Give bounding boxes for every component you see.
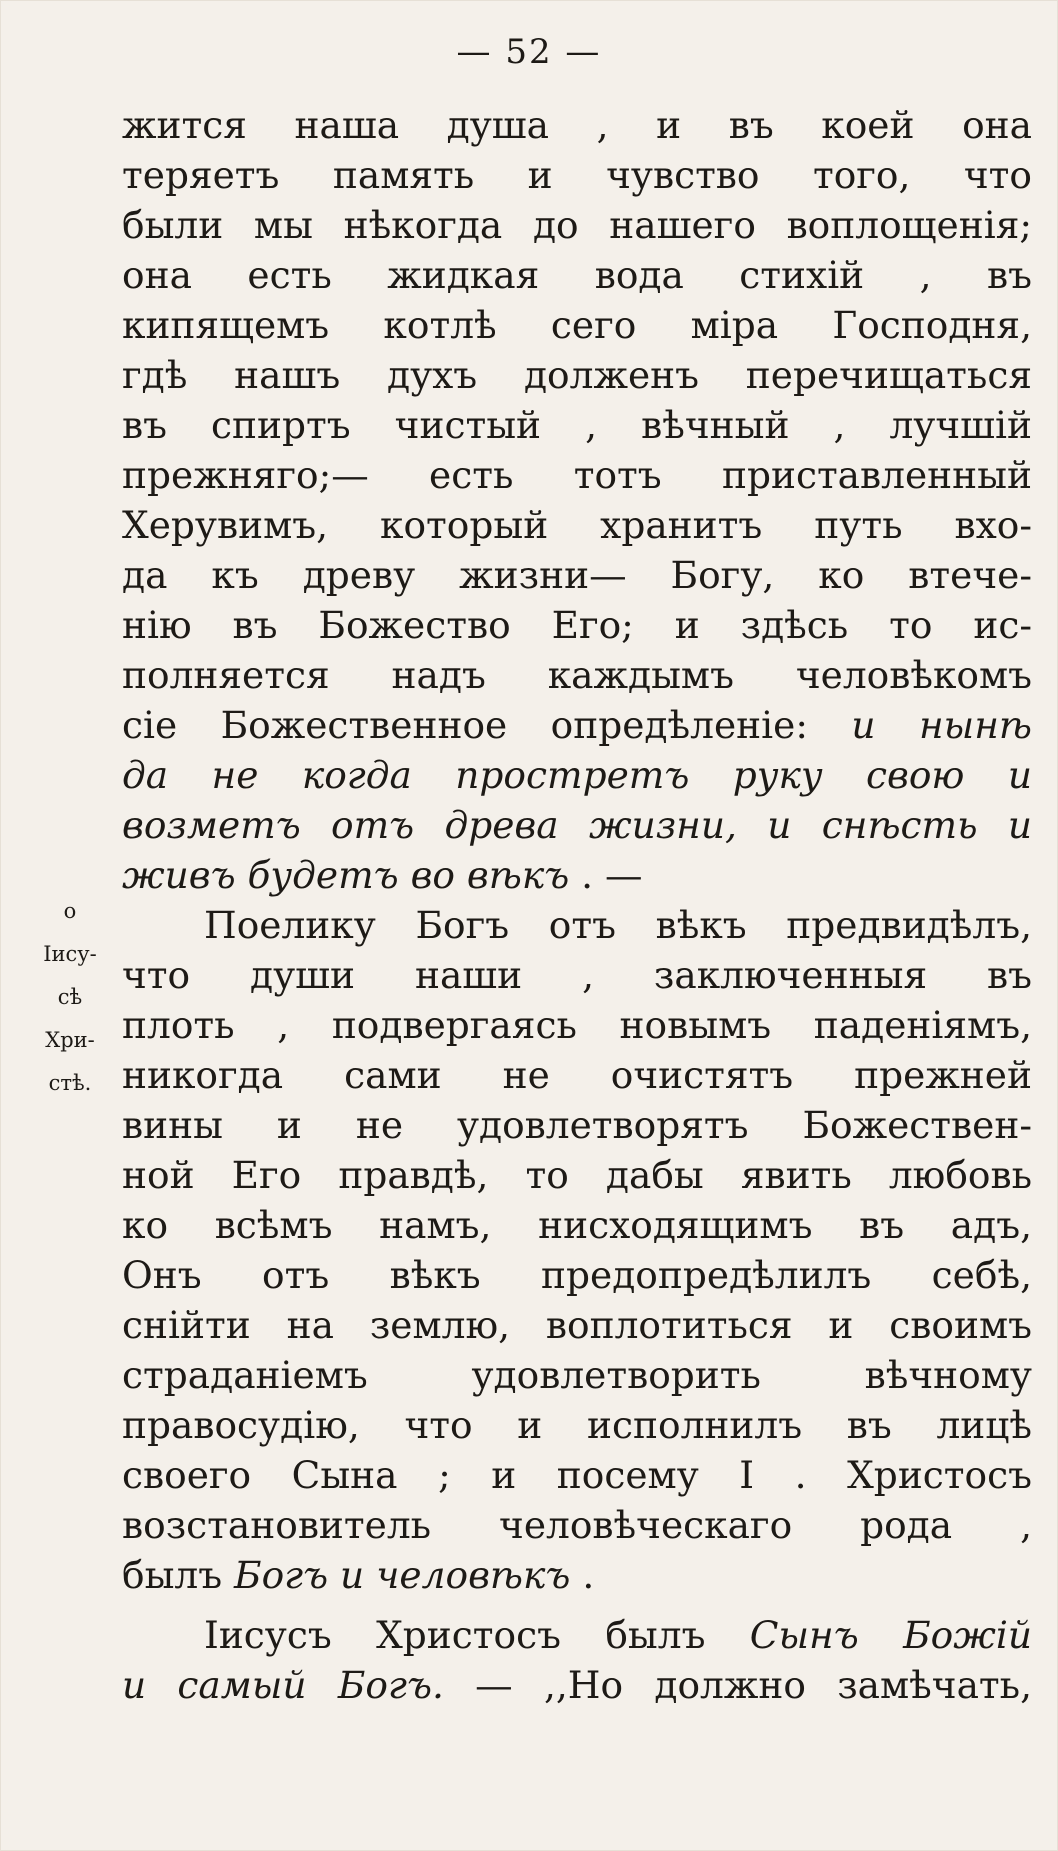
text-line: плоть , подвергаясь новымъ паденіямъ, xyxy=(122,1003,1032,1047)
text-segment: Іисусъ Христосъ былъ xyxy=(204,1613,706,1657)
body-text xyxy=(122,100,1032,1710)
text-line: возстановитель человѣческаго рода , xyxy=(122,1503,1032,1547)
text-line: прежняго;— есть тотъ приставленный xyxy=(122,453,1032,497)
text-line: нію въ Божество Его; и здѣсь то ис- xyxy=(122,603,1032,647)
text-line: снійти на землю, воплотиться и своимъ xyxy=(122,1303,1032,1347)
text-line: полняется надъ каждымъ человѣкомъ xyxy=(122,653,1032,697)
text-line: Поелику Богъ отъ вѣкъ предвидѣлъ, xyxy=(204,903,1032,947)
text-line: были мы нѣкогда до нашего воплощенія; xyxy=(122,203,1032,247)
text-line: ной Его правдѣ, то дабы явить любовь xyxy=(122,1153,1032,1197)
text-line: Онъ отъ вѣкъ предопредѣлилъ себѣ, xyxy=(122,1253,1032,1297)
text-line: никогда сами не очистятъ прежней xyxy=(122,1053,1032,1097)
margin-note-line: Іису- xyxy=(43,942,97,966)
italic-quote: Сынъ Божій xyxy=(749,1613,1032,1657)
text-line: своего Сына ; и посему І . Христосъ xyxy=(122,1453,1032,1497)
margin-note-line: Хри- xyxy=(45,1028,95,1052)
italic-quote: Богъ и человѣкъ xyxy=(234,1553,571,1597)
italic-quote: и нынѣ xyxy=(851,703,1032,747)
text-segment: . — xyxy=(581,853,643,897)
text-line: кипящемъ котлѣ сего міра Господня, xyxy=(122,303,1032,347)
text-line: ко всѣмъ намъ, нисходящимъ въ адъ, xyxy=(122,1203,1032,1247)
page-number: — 52 — xyxy=(456,32,602,72)
text-line: вины и не удовлетворятъ Божествен- xyxy=(122,1103,1032,1147)
italic-quote: и самый Богъ. xyxy=(122,1663,444,1707)
text-segment: былъ xyxy=(122,1553,223,1597)
text-line: гдѣ нашъ духъ долженъ перечищаться xyxy=(122,353,1032,397)
text-line: да къ древу жизни— Богу, ко втече- xyxy=(122,553,1032,597)
margin-note-line: сѣ xyxy=(57,985,83,1009)
italic-quote: живъ будетъ во вѣкъ xyxy=(122,853,570,897)
margin-note-line: о xyxy=(63,899,77,923)
paragraph-1 xyxy=(122,100,1032,900)
text-line: Херувимъ, который хранитъ путь вхо- xyxy=(122,503,1032,547)
text-segment: . xyxy=(582,1553,595,1597)
text-line: что души наши , заключенныя въ xyxy=(122,953,1032,997)
paragraph-2 xyxy=(122,900,1032,1600)
text-segment: — ,,Но должно замѣчать, xyxy=(475,1663,1033,1707)
text-line: теряетъ память и чувство того, что xyxy=(122,153,1032,197)
italic-quote-line: да не когда простретъ руку свою и xyxy=(122,753,1032,797)
text-line: страданіемъ удовлетворить вѣчному xyxy=(122,1353,1032,1397)
text-line: въ спиртъ чистый , вѣчный , лучшій xyxy=(122,403,1032,447)
text-line: правосудію, что и исполнилъ въ лицѣ xyxy=(122,1403,1032,1447)
text-line xyxy=(122,1610,1032,1660)
margin-note xyxy=(20,890,120,1105)
text-line xyxy=(122,1660,1032,1710)
text-line: жится наша душа , и въ коей она xyxy=(122,103,1032,147)
text-segment: сіе Божественное опредѣленіе: xyxy=(122,703,808,747)
text-line: она есть жидкая вода стихій , въ xyxy=(122,253,1032,297)
text-line xyxy=(122,700,1032,750)
paragraph-3 xyxy=(122,1610,1032,1710)
margin-note-line: стѣ. xyxy=(48,1071,92,1095)
text-line xyxy=(122,850,1032,900)
italic-quote-line: возметъ отъ древа жизни, и снѣсть и xyxy=(122,803,1032,847)
text-line xyxy=(122,1550,1032,1600)
